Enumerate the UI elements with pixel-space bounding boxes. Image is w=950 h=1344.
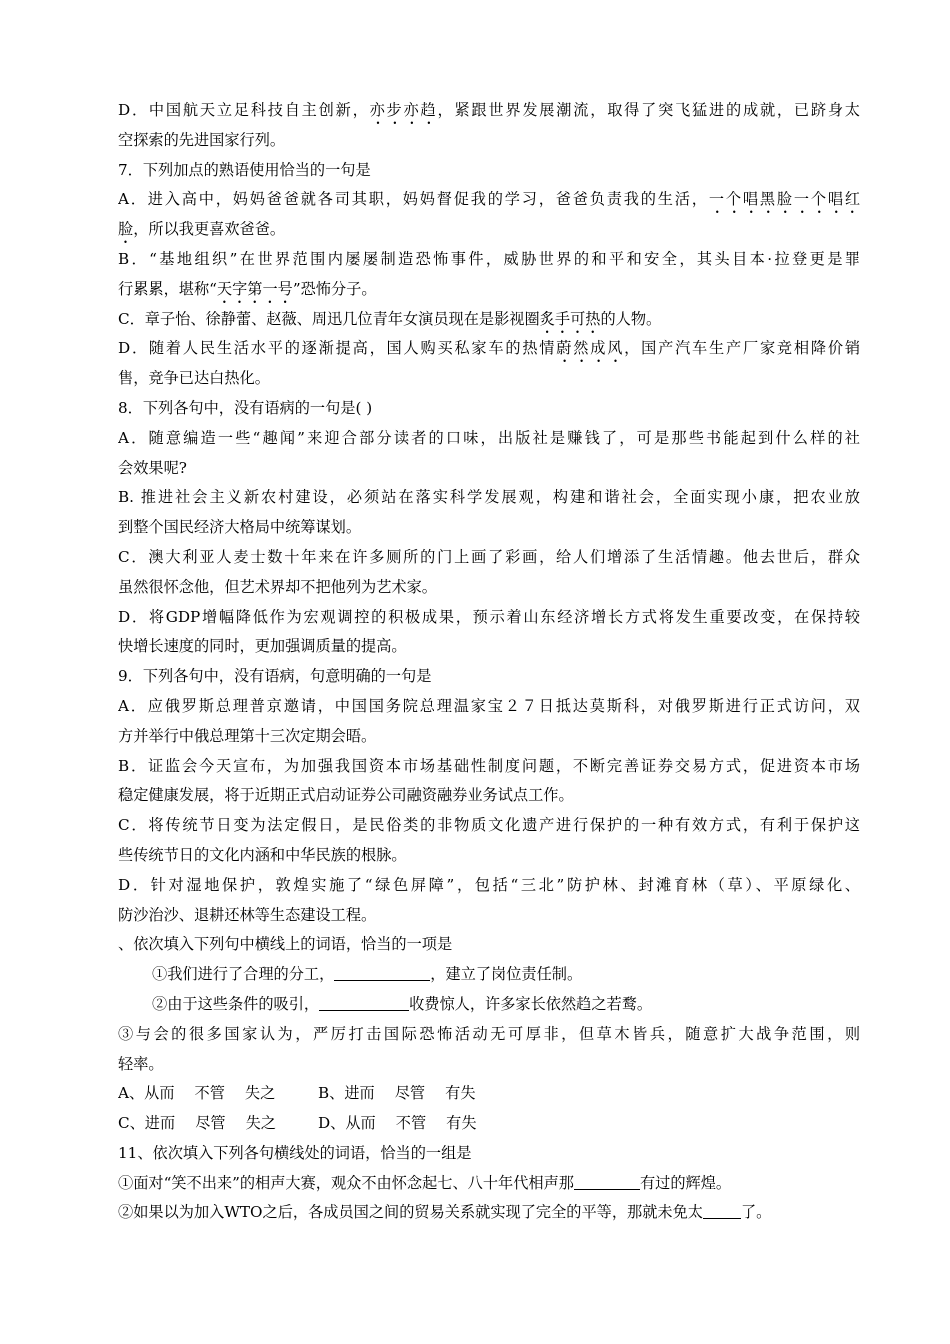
q11-blank-1 [574,1173,640,1190]
q8-option-c-line2: 虽然很怀念他，但艺术界却不把他列为艺术家。 [118,577,437,596]
q8-option-a-line1: A．随意编造一些“趣闻”来迎合部分读者的口味，出版社是赚钱了，可是那些书能起到什么样的社 [118,428,860,447]
q9-option-c-line1: C．将传统节日变为法定假日，是民俗类的非物质文化遗产进行保护的一种有效方式，有利于保护这 [118,816,860,835]
q7-a-dotted-idiom: 一个唱黑脸一个唱红 [708,190,860,209]
q10-option-a: A、从而 不管 失之 [118,1084,276,1103]
q7-option-a-line2 [118,215,860,245]
q7-a-dotted-idiom-end: 脸 [118,220,134,239]
q6-d-text-b: ，紧跟世界发展潮流，取得了突飞猛进的成就，已跻身太 [437,101,860,119]
q10-options-row-1 [118,1079,860,1109]
q6-d-dotted-idiom: 亦步亦趋 [369,101,438,119]
q10-sentence-1 [118,960,860,990]
q10-s2-text-b: 收费惊人，许多家长依然趋之若鹜。 [409,994,653,1013]
q7-option-b-line2 [118,275,860,305]
q8-stem: 8．下列各句中，没有语病的一句是( ) [118,398,373,417]
q9-option-b-line2: 稳定健康发展，将于近期正式启动证券公司融资融券业务试点工作。 [118,786,574,805]
q11-stem: 11、依次填入下列各句横线处的词语，恰当的一组是 [118,1143,472,1162]
q7-c-dotted-idiom: 炙手可热 [539,309,601,328]
q11-blank-2 [703,1202,741,1219]
q8-option-b-line1: B. 推进社会主义新农村建设，必须站在落实科学发展观，构建和谐社会，全面实现小康，把农业放 [118,488,860,507]
q8-option-d-line2: 快增长速度的同时，更加强调质量的提高。 [118,637,407,656]
q8-option-d-line1: D．将GDP增幅降低作为宏观调控的积极成果，预示着山东经济增长方式将发生重要改变，在保持较 [118,607,860,626]
q7-c-text-a: C．章子怡、徐静蕾、赵薇、周迅几位青年女演员现在是影视圈 [118,309,540,328]
q11-s1-text-a: ①面对“笑不出来”的相声大赛，观众不由怀念起七、八十年代相声那 [118,1173,574,1192]
q10-option-d: D、从而 不管 有失 [318,1114,477,1133]
q7-d-text-a: D．随着人民生活水平的逐渐提高，国人购买私家车的热情 [118,339,557,358]
q10-sentence-3-line1: ③与会的很多国家认为，严厉打击国际恐怖活动无可厚非，但草木皆兵，随意扩大战争范围，则 [118,1024,860,1043]
q8-option-a-line2: 会效果呢? [118,458,187,477]
q10-sentence-2 [118,990,860,1020]
q10-blank-2 [319,994,409,1011]
q9-option-b-line1: B．证监会今天宣布，为加强我国资本市场基础性制度问题，不断完善证券交易方式，促进资本市场 [118,756,860,775]
q7-b-text-a: 行累累，堪称“ [118,279,217,298]
q7-option-c [118,305,860,335]
q7-c-text-b: 的人物。 [600,309,662,328]
q7-option-d-line1 [118,334,860,364]
q10-option-b: B、进而 尽管 有失 [318,1084,476,1103]
q10-options-row-2 [118,1109,860,1139]
q9-stem: 9．下列各句中，没有语病，句意明确的一句是 [118,667,432,686]
q9-option-a-line1: A．应俄罗斯总理普京邀请，中国国务院总理温家宝２７日抵达莫斯科，对俄罗斯进行正式访问，双 [118,696,860,715]
q9-option-a-line2: 方并举行中俄总理第十三次定期会晤。 [118,726,377,745]
q9-option-d-line2: 防沙治沙、退耕还林等生态建设工程。 [118,905,377,924]
q10-s1-text-b: ，建立了岗位责任制。 [430,965,583,984]
q9-option-d-line1: D．针对湿地保护，敦煌实施了“绿色屏障”，包括“三北”防护林、封滩育林（草）、平原绿化、 [118,875,860,894]
q6-option-d-line2: 空探索的先进国家行列。 [118,130,286,149]
q10-option-c: C、进而 尽管 失之 [118,1114,276,1133]
q8-option-b-line2: 到整个国民经济大格局中统筹谋划。 [118,518,361,537]
q7-d-text-b: ，国产汽车生产厂家竞相降价销 [624,339,860,358]
q7-option-d-line2: 售，竞争已达白热化。 [118,369,270,388]
q10-sentence-3-line2: 轻率。 [118,1054,164,1073]
q11-s2-text-b: 了。 [740,1203,772,1222]
q10-s1-text-a: ①我们进行了合理的分工， [152,965,335,984]
q7-a-text-end: ，所以我更喜欢爸爸。 [133,220,286,239]
q11-s2-text-a: ②如果以为加入WTO之后，各成员国之间的贸易关系就实现了完全的平等，那就未免太 [118,1203,703,1222]
q7-stem: 7．下列加点的熟语使用恰当的一句是 [118,160,371,179]
q10-s2-text-a: ②由于这些条件的吸引， [152,994,320,1013]
q8-option-c-line1: C．澳大利亚人麦士数十年来在许多厕所的门上画了彩画，给人们增添了生活情趣。他去世后，群众 [118,547,860,566]
q6-option-d-line1 [118,96,860,126]
q6-d-text-a: D．中国航天立足科技自主创新， [118,101,370,119]
q7-b-dotted-idiom: 天字第一号 [216,279,293,298]
q11-s1-text-b: 有过的辉煌。 [639,1173,732,1192]
q7-a-text: A．进入高中，妈妈爸爸就各司其职，妈妈督促我的学习，爸爸负责我的生活， [118,190,709,209]
q7-option-b-line1: B．“基地组织”在世界范围内屡屡制造恐怖事件，威胁世界的和平和安全，其头目本·拉登更是罪 [118,249,860,268]
q7-option-a-line1 [118,185,860,215]
q7-b-text-b: ”恐怖分子。 [292,279,377,298]
q10-blank-1 [334,964,430,981]
q10-stem: 、依次填入下列句中横线上的词语，恰当的一项是 [118,935,453,954]
q11-sentence-2 [118,1198,860,1228]
q11-sentence-1 [118,1169,860,1199]
q9-option-c-line2: 些传统节日的文化内涵和中华民族的根脉。 [118,845,407,864]
q7-d-dotted-idiom: 蔚然成风 [556,339,625,358]
